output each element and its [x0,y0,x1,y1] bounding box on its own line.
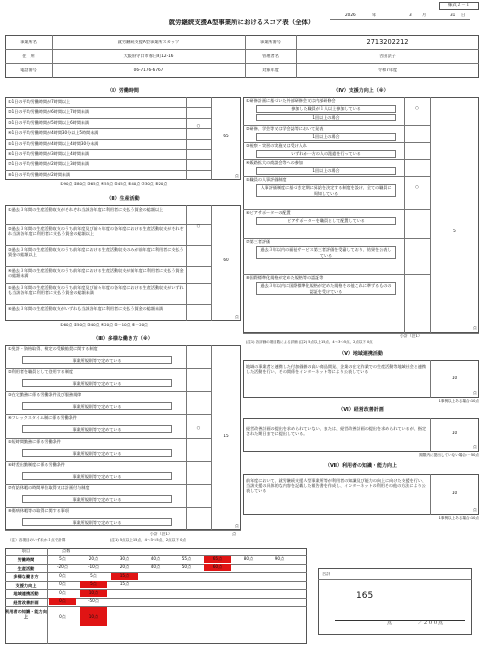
production-mark: ○ [196,224,201,228]
diverse-item-option[interactable]: 事業所規則等で定めている [22,402,172,410]
row-divider [5,170,211,171]
diverse-item-label: ①免許・資格取得、検定の受験勧奨に関する制度 [8,346,98,351]
summary-score-cell: 5点 [59,555,66,561]
row-divider [5,128,211,129]
date-month-unit: 月 [422,13,427,17]
total-label: 合計 [322,572,331,576]
summary-score-cell: 40点 [150,555,161,561]
support-item-option[interactable]: 過去３年以内の福祉サービス第三者評価を受審しており、結果を公表している [256,246,396,259]
summary-score-cell: 20点 [88,555,99,561]
support-item-label: ⑦第三者評価 [246,239,271,244]
support-item-option[interactable]: 過去３年以内に国際標準化規格が定めた規格その他これに準ずるものの認証を受けている [256,282,396,295]
section-title: （Ⅱ）生産活動 [106,196,140,202]
summary-score-cell: 0点 [59,589,66,595]
summary-score-cell: 65点 [204,556,231,563]
section-title: （Ⅵ）経営改善計画 [338,407,384,413]
phone: 06-7176-6767 [133,68,164,72]
diverse-item-option[interactable]: 事業所規則等で定めている [22,472,172,480]
date-day: 31 [450,13,456,17]
row-divider [5,139,211,140]
summary-row-label: 多様な働き方 [13,574,39,579]
management-score: 10 [451,431,458,435]
support-legend: (注1) 各評価の項目数による評価 (注2) 5点以上15点、4～3つ5点、2点以下 0点 [246,340,373,344]
support-item-label: ③視察・実習の実施又は受け入れ [246,143,307,148]
phone-label: 電話番号 [20,68,37,72]
working-hours-unit: 点 [234,174,239,178]
section-title: （Ⅲ）多様な働き方（※） [93,336,153,342]
regional-unit: 点 [472,391,477,395]
support-item-label: ⑥ピアサポーターの配置 [246,210,291,215]
office-name-label: 事業所名 [20,40,37,44]
diverse-item-label: ⑥時差出勤制度に係る労働条件 [8,461,65,467]
diverse-item-option[interactable]: 事業所規則等で定めている [22,356,172,364]
support-item-option[interactable]: 1回以上の場合 [256,114,396,122]
working-hours-legend: ①90点 ②80点 ③65点 ④55点 ⑤45点 ⑥40点 ⑦30点 ⑧20点 [60,182,168,186]
row-divider [5,107,211,108]
user-ability-text: 前年度において、就労継続支援Ａ型事業所等が利用者の知識及び能力の向上に向けた支援を行い、当該支援の具体的な内容を記載した報告書を作成し、インターネットの利用その他の方法により公表している [246,478,427,494]
summary-row-label: 経営改善計画 [13,599,39,605]
summary-score-cell: 30点 [119,555,130,561]
manager-name: 吉田法子 [379,54,396,58]
section-title: （Ⅰ）労働時間 [107,88,139,94]
diverse-work-legend: (注1) 5点以上15点、4～3つ5点、2点以下 0点 [110,538,186,542]
summary-row-label: 利用者の知識・能力向上 [5,609,47,619]
hours-option: ④1日の平均労働時間が4時間30分以上5時間未満 [8,130,99,136]
production-option: ⑤過去３年間の生産活動収支のうち前年度及び前々年度の各年度における生産活動収支がいずれも当該各年度に利用者に支払う賃金の総額未満 [8,285,184,296]
production-legend: ①60点 ②50点 ③40点 ④20点 ⑤－10点 ⑥－20点 [60,323,148,327]
production-option: ⑥過去３年間の生産活動収支がいずれも当該各年度に利用者に支払う賃金の総額未満 [8,306,164,311]
summary-row-label: 労働時間 [17,557,35,562]
diverse-item-option[interactable]: 事業所規則等で定めている [22,495,172,503]
management-text: 経営改善計画の提出を求められていない、または、経営改善計画の提出を求められているが、指定された期日までに提出している。 [246,426,427,437]
section-title: （Ⅳ）支援力向上（※） [333,88,389,94]
support-score: 5 [453,229,456,233]
user-ability-unit: 点 [472,508,477,512]
summary-score-cell: 40点 [150,564,161,570]
address: 大阪府守口市春日町12-16 [123,54,174,58]
hours-option: ⑥1日の平均労働時間が3時間以上4時間未満 [8,150,90,156]
hours-option: ①1日の平均労働時間が7時間以上 [8,99,71,104]
summary-score-cell: 5点 [80,581,107,588]
hours-option: ②1日の平均労働時間が6時間以上7時間未満 [8,109,90,115]
manager-label: 管理者名 [262,54,279,58]
support-subtotal: 小計（注1） [400,334,422,338]
hours-option: ⑤1日の平均労働時間が4時間以上4時間30分未満 [8,140,99,146]
row-divider [5,159,211,160]
diverse-item-label: ⑦有給休暇の時間単位取得又は計画付与制度 [8,484,90,490]
support-item-mark: ○ [415,185,419,189]
diverse-item-label: ③在宅勤務に係る労働条件及び服務規律 [8,392,82,398]
management-unit: 点 [472,445,477,449]
hours-option: ③1日の平均労働時間が5時間以上6時間未満 [8,119,90,125]
section-title: （Ⅴ）地域連携活動 [339,351,383,357]
diverse-item-option[interactable]: 事業所規則等で定めている [22,379,172,387]
date-day-unit: 日 [461,13,466,17]
diverse-work-unit: 点 [234,524,239,528]
support-item-label: ⑤職員の人事評価制度 [246,177,287,182]
support-item-option[interactable]: 1回以上の場合 [256,133,396,141]
office-no-label: 事業所番号 [260,40,281,44]
production-option: ④過去３年間の生産活動収支のうち前年度における生産活動収支が前年度に利用者に支払う賃金の総額未満 [8,268,184,279]
user-ability-score: 10 [451,491,458,495]
total-unit: 点 [387,621,393,626]
summary-row-label: 地域連携活動 [13,591,39,596]
summary-score-cell: 10点 [80,607,107,626]
summary-score-cell: 5点 [90,572,97,578]
row-divider [5,266,211,267]
row-divider [243,238,430,239]
management-note: 期限内に提出していない場合:－50点 [419,453,479,457]
summary-score-cell: 55点 [181,555,192,561]
row-divider [5,283,211,284]
diverse-item-label: ⑤短時間勤務に係る労働条件 [8,438,61,444]
diverse-item-label: ⑧傷病休暇等の取得に関する事項 [8,507,69,513]
production-unit: 点 [234,315,239,319]
diverse-item-label: ②利用者を職員として登用する制度 [8,369,74,375]
summary-score-cell: -10点 [87,564,100,570]
row-divider [5,118,211,119]
summary-head-item: 項目 [21,549,31,553]
summary-score-cell: 80点 [243,555,254,561]
support-unit: 点 [472,326,477,330]
summary-score-cell: 0点 [49,598,76,605]
office-name: 就労継続支援A型事業所スカッツ [117,40,180,44]
total-max: ／２００点 [418,621,444,626]
fiscal-year-label: 対象年度 [262,68,279,72]
summary-score-cell: 15点 [111,573,138,580]
summary-score-cell: -20点 [56,564,69,570]
row-divider [5,245,211,246]
summary-head-score: 点数 [62,549,71,553]
hours-option: ⑧1日の平均労働時間が2時間未満 [8,171,71,177]
summary-score-cell: 10点 [80,590,107,597]
address-label: 住 所 [22,54,35,58]
user-ability-note: 1事例以上ある場合:10点 [438,516,479,520]
date-month: 3 [409,13,412,17]
support-item-option[interactable]: 1回以上の場合 [256,167,396,175]
diverse-item-option[interactable]: 事業所規則等で定めている [22,518,172,526]
diverse-item-option[interactable]: 事業所規則等で定めている [22,425,172,433]
page-title: 就労継続支援A型事業所におけるスコア表（全体） [168,19,315,26]
working-hours-mark: ○ [196,124,201,128]
diverse-work-score: 15 [223,434,229,438]
fiscal-year: 令和7年度 [377,68,398,72]
row-divider [5,224,211,225]
support-item-option[interactable]: いずれか一方の人の派遣を行っている [256,150,396,158]
diverse-work-note: （注）各項目のいずれか１点で計算 [8,538,66,542]
regional-score: 10 [451,376,458,380]
summary-row-label: 生産活動 [17,565,35,571]
date-year-unit: 年 [372,13,377,17]
hours-option: ⑦1日の平均労働時間が2時間以上3時間未満 [8,161,90,167]
summary-score-cell: 60点 [204,564,231,571]
regional-note: 1事例以上ある場合:10点 [438,399,479,403]
diverse-work-subtotal: 小計（注1） [150,532,172,536]
row-divider [5,304,211,305]
summary-score-cell: 50点 [181,564,192,570]
production-score: 60 [223,258,229,262]
total-score: 165 [356,591,374,601]
summary-score-cell: -50点 [87,598,100,604]
summary-score-cell: 15点 [119,581,130,587]
office-no: 2713202212 [366,38,409,46]
form-id: 様式２－１ [448,3,470,9]
summary-score-cell: 20点 [119,564,130,570]
diverse-item-label: ④フレックスタイム制に係る労働条件 [8,415,77,421]
diverse-item-option[interactable]: 事業所規則等で定めている [22,449,172,457]
diverse-item-mark: ○ [196,426,201,431]
summary-score-cell: 0点 [59,613,66,619]
support-item-option[interactable]: ピアサポーターを職員として配置している [256,217,396,225]
production-option: ③過去３年間の生産活動収支のうち前年度における生産活動収支のみが前年度に利用者に支払う賃金の総額以上 [8,247,184,258]
support-item-label: ④販路拡大の商談会等への参加 [246,160,303,165]
regional-text: 地域の事業者と連携した付加価値の高い商品開発、企業の在宅作業での生産活動等地域社会と連携した活動を行い、その関係をインターネット等により公表している [246,364,427,375]
summary-row-label: 支援力向上 [15,582,37,588]
summary-score-cell: 0点 [59,572,66,578]
diverse-work-subtotal-unit: 点 [232,532,237,536]
working-hours-score: 65 [223,134,229,138]
section-title: （Ⅶ）利用者の知識・能力向上 [325,463,397,469]
support-item-label: ⑧国際標準化規格が定めた規格等の認証等 [246,275,324,280]
summary-score-cell: 0点 [59,581,66,587]
support-item-mark: ○ [415,106,419,110]
production-option: ①過去３年間の生産活動収支がそれぞれ当該各年度に利用者に支払う賃金の総額以上 [8,207,164,212]
row-divider [5,149,211,150]
support-item-label: ①研修計画に基づいた外部研修会又は内部研修会 [246,98,336,103]
support-item-option[interactable]: 参加した職員が１人以上参加している [256,105,396,113]
production-option: ②過去３年間の生産活動収支のうち前年度及び前々年度の各年度における生産活動収支がそれぞれ当該各年度に利用者に支払う賃金の総額以上 [8,226,184,237]
support-item-label: ②研修、学会等又は学会誌等において発表 [246,126,324,131]
summary-score-cell: 90点 [274,555,285,561]
support-item-option[interactable]: 人事評価制度に基づき定期に昇給を決定する制度を設け、全ての職員に周知している [256,184,396,197]
date-year: 2026 [345,13,356,17]
